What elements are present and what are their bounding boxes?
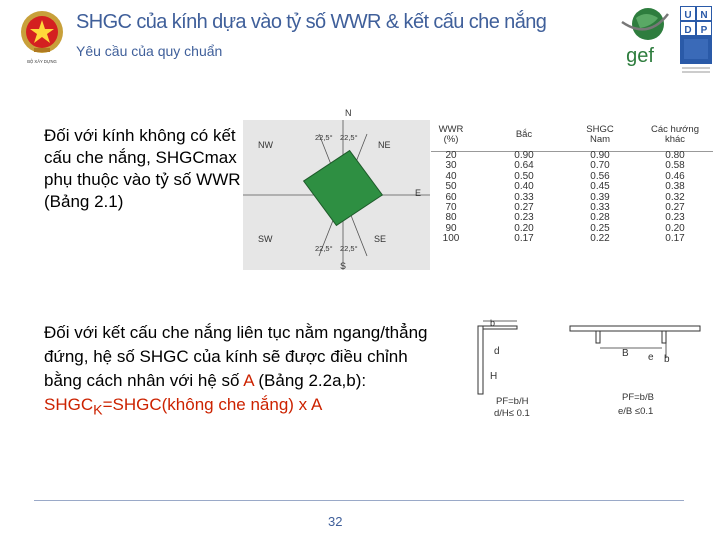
table-cell: 80	[445, 212, 457, 224]
svg-text:BỘ XÂY DỰNG: BỘ XÂY DỰNG	[27, 59, 57, 64]
table-cell: 0.20	[665, 222, 685, 234]
table-cell: 0.56	[590, 170, 610, 182]
south-column	[575, 118, 625, 245]
table-cell: 0.17	[665, 233, 685, 245]
table-ref: (Bảng 2.2a,b):	[253, 371, 367, 390]
shade-h-label: H	[490, 371, 498, 382]
table-cell: 0.70	[590, 160, 610, 172]
wwr-column	[431, 118, 471, 245]
shading-paragraph-text: Đối với kết cấu che nắng liên tục nằm ngang/thẳng đứng, hệ số SHGC của kính sẽ được điều chỉnh bằng cách nhân với hệ số	[44, 323, 428, 390]
no-shading-paragraph: Đối với kính không có kết cấu che nắng, SHGCmax phụ thuộc vào tỷ số WWR (Bảng 2.1)	[44, 126, 241, 211]
svg-text:gef: gef	[626, 45, 654, 66]
gef-logo-icon	[618, 4, 670, 66]
slide-title: SHGC của kính dựa vào tỷ số WWR & kết cấu che nắng	[76, 11, 547, 33]
table-cell: 0.38	[665, 181, 685, 193]
table-cell: 0.64	[514, 160, 534, 172]
table-cell: 0.22	[590, 233, 610, 245]
angle-label: 22,5°	[340, 244, 358, 253]
compass-nw-label: NW	[258, 140, 273, 150]
horizontal-shading-diagram	[470, 318, 560, 418]
shgc-wwr-table	[431, 118, 713, 263]
table-cell: 0.45	[590, 181, 610, 193]
shade-bigb-label: B	[622, 348, 629, 359]
table-cell: 0.23	[665, 212, 685, 224]
page-number: 32	[328, 514, 343, 529]
north-column	[501, 118, 547, 245]
table-cell: 50	[445, 181, 457, 193]
table-cell: 30	[445, 160, 457, 172]
other-directions-column	[643, 118, 707, 245]
table-cell: 0.33	[590, 201, 610, 213]
table-cell: 100	[442, 233, 460, 245]
table-cell: 0.39	[590, 191, 610, 203]
table-header: WWR (%)	[438, 123, 464, 145]
table-cell: 20	[445, 150, 457, 161]
table-cell: 0.40	[514, 181, 534, 193]
vertical-shading-diagram	[562, 318, 712, 418]
table-cell: 0.28	[590, 212, 610, 224]
table-cell: 0.25	[590, 222, 610, 234]
angle-label: 22,5°	[340, 133, 358, 142]
table-cell: 60	[445, 191, 457, 203]
table-cell: 0.50	[514, 170, 534, 182]
table-header: SHGC Nam	[586, 123, 614, 145]
compass-s-label: S	[340, 261, 347, 271]
shade-v-formula: PF=b/B	[622, 392, 654, 403]
table-cell: 0.32	[665, 191, 685, 203]
svg-text:P: P	[700, 25, 708, 36]
svg-text:U: U	[684, 10, 692, 21]
slide-header	[0, 0, 720, 80]
shade-h-condition: d/H≤ 0.1	[494, 408, 530, 418]
angle-label: 22,5°	[315, 244, 333, 253]
shgc-formula: $SHGC_K=SHGC(không$ che nắng) x A	[44, 395, 323, 419]
shade-h-formula: PF=b/H	[496, 396, 529, 407]
table-header: Bắc	[515, 128, 533, 140]
table-cell: 0.33	[514, 191, 534, 203]
shade-d-label: d	[494, 346, 500, 357]
coefficient-a: A	[243, 371, 254, 390]
orientation-compass-diagram	[243, 108, 430, 271]
table-cell: 0.80	[665, 150, 685, 161]
table-cell: 40	[445, 170, 457, 182]
table-cell: 0.58	[665, 160, 685, 172]
slide-subtitle: Yêu cầu của quy chuẩn	[76, 43, 223, 59]
table-cell: 0.20	[514, 222, 534, 234]
angle-label: 22,5°	[315, 133, 333, 142]
shade-v-condition: e/B ≤0.1	[618, 406, 654, 417]
table-cell: 0.90	[590, 150, 610, 161]
national-emblem-icon	[18, 8, 66, 66]
svg-text:N: N	[700, 10, 708, 21]
compass-ne-label: NE	[378, 140, 391, 150]
table-cell: 0.90	[514, 150, 534, 161]
compass-e-label: E	[415, 188, 422, 198]
shade-b-label: b	[664, 354, 670, 365]
compass-se-label: SE	[374, 234, 387, 244]
shading-paragraph	[44, 321, 444, 422]
table-cell: 0.23	[514, 212, 534, 224]
shade-e-label: e	[648, 352, 654, 363]
undp-logo-icon	[680, 6, 712, 76]
table-cell: 90	[445, 222, 457, 234]
compass-sw-label: SW	[258, 234, 273, 244]
table-cell: 0.27	[514, 201, 534, 213]
table-header: Các hướng khác	[651, 123, 699, 145]
shade-b-label: b	[490, 318, 496, 328]
table-cell: 0.17	[514, 233, 534, 245]
table-cell: 70	[445, 201, 457, 213]
svg-text:D: D	[684, 25, 692, 36]
compass-n-label: N	[345, 108, 352, 118]
footer-divider	[34, 500, 684, 501]
table-cell: 0.27	[665, 201, 685, 213]
table-cell: 0.46	[665, 170, 685, 182]
